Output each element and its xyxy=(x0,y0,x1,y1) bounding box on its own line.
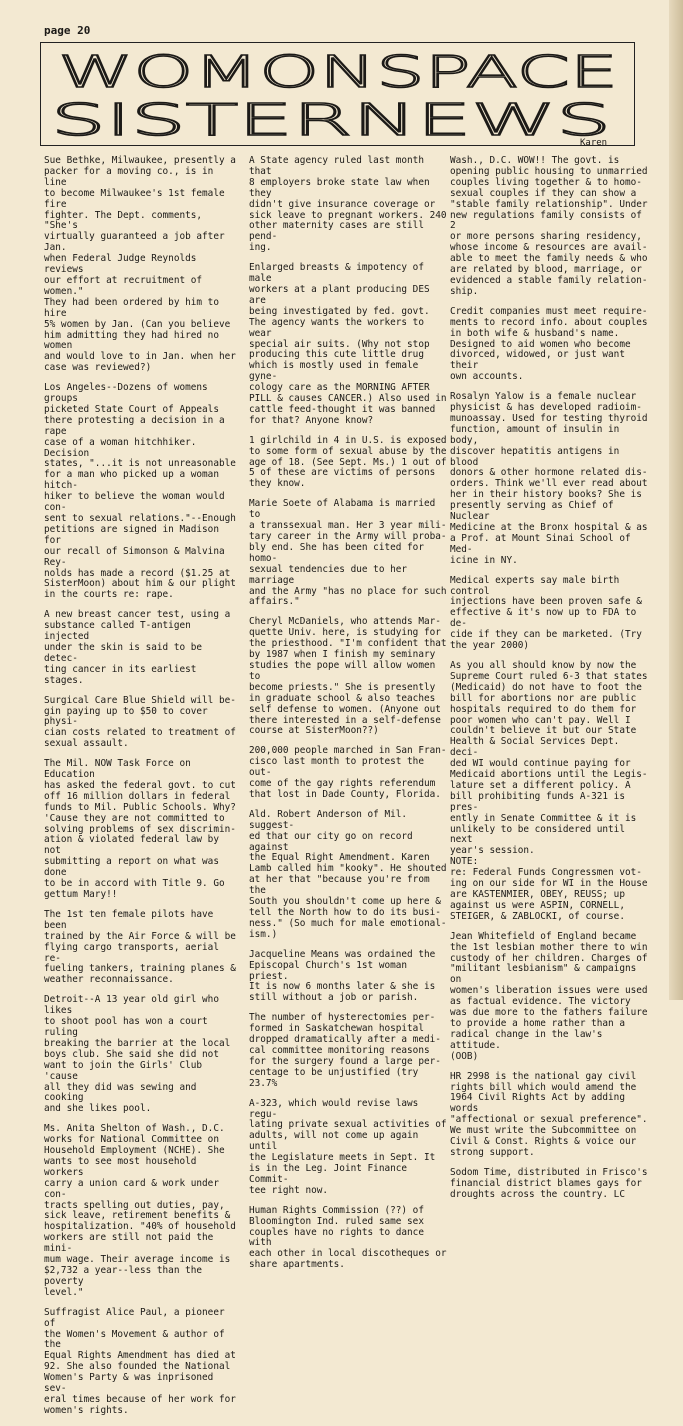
masthead xyxy=(40,42,635,146)
article-item: HR 2998 is the national gay civil rights bill which would amend the 1964 Civil Rights Act by adding words "affectional or sexual preference". We must write the Subcommittee on Civil & Const. Rights & voice our strong support. xyxy=(450,1070,648,1158)
masthead-line-2: SISTERNEWS xyxy=(51,95,611,146)
article-item: Wash., D.C. WOW!! The govt. is opening public housing to unmarried couples living together & to homo- sexual couples if they can show a "stable family relationship". Under new regulations family consists of 2 or more persons sharing residency, whose income & resources are avail- able to meet the family needs & who are related by blood, marriage, or evidenced a stable family relation- ship. xyxy=(450,155,648,297)
article-item: 200,000 people marched in San Fran- cisco last month to protest the out- come of the gay rights referendum that lost in Dade County, Florida. xyxy=(249,745,447,800)
column-3 xyxy=(450,156,650,1210)
masthead-title xyxy=(41,43,636,147)
article-item: Cheryl McDaniels, who attends Mar- quette Univ. here, is studying for the priesthood. "I'm confident that by 1987 when I finish my seminary studies the pope will allow women to become priests." She is presently in graduate school & also teaches self defense to women. (Anyone out there interested in a self-defense course at SisterMoon??) xyxy=(249,616,447,737)
article-item: Suffragist Alice Paul, a pioneer of the Women's Movement & author of the Equal Rights Amendment has died at 92. She also founded the National Women's Party & was inprisoned sev- eral times because of her work for women's rights. xyxy=(44,1306,236,1416)
article-item: Ms. Anita Shelton of Wash., D.C. works for National Committee on Household Employment (NCHE). She wants to see most household workers carry a union card & work under con- tracts spelling out duties, pay, sick leave, retirement benefits & hospitalization. "40% of household workers are still not paid the mini- mum wage. Their average income is $2,732 a year--less than the poverty level." xyxy=(44,1123,236,1298)
article-item: A State agency ruled last month that 8 employers broke state law when they didn't give insurance coverage or sick leave to pregnant workers. 240 other maternity cases are still pend- ing. xyxy=(249,155,447,254)
column-1 xyxy=(44,156,240,1426)
page-number: page 20 xyxy=(44,24,91,37)
page-edge xyxy=(669,0,683,1000)
masthead-line-1: WOMONSPACE xyxy=(58,47,618,98)
article-item: As you all should know by now the Supreme Court ruled 6-3 that states (Medicaid) do not have to foot the bill for abortions nor are public hospitals required to do them for poor women who can't pay. Well I couldn't believe it but our State Health & Social Services Dept. deci- ded WI would continue paying for Medicaid abortions until the Legis- lature set a different policy. A bill prohibiting funds A-321 is pres- ently in Senate Committee & it is unlikely to be considered until next year's session. NOTE: re: Federal Funds Congressmen vot- ing on our side for WI in the House are KASTENMIER, OBEY, REUSS; up against us were ASPIN, CORNELL, STEIGER, & ZABLOCKI, of course. xyxy=(450,659,648,922)
article-item: Enlarged breasts & impotency of male workers at a plant producing DES are being investigated by fed. govt. The agency wants the workers to wear special air suits. (Why not stop producing this cute little drug which is mostly used in female gyne- cology care as the MORNING AFTER PILL & causes CANCER.) Also used in cattle feed-thought it was banned for that? Anyone know? xyxy=(249,262,447,426)
article-item: Jean Whitefield of England became the 1st lesbian mother there to win custody of her children. Charges of "militant lesbianism" & campaigns on women's liberation issues were used as factual evidence. The victory was due more to the fathers failure to provide a home rather than a radical change in the law's attitude. (OOB) xyxy=(450,930,648,1062)
article-item: Medical experts say male birth control injections have been proven safe & effective & it's now up to FDA to de- cide if they can be marketed. (Try the year 2000) xyxy=(450,574,642,652)
column-2 xyxy=(249,156,449,1280)
article-item: Sue Bethke, Milwaukee, presently a packer for a moving co., is in line to become Milwaukee's 1st female fire fighter. The Dept. comments, "She's virtually guaranteed a job after Jan. when Federal Judge Reynolds reviews our effort at recruitment of women." They had been ordered by him to hire 5% women by Jan. (Can you believe him admitting they had hired no women and would love to in Jan. when her case was reviewed?) xyxy=(44,155,236,374)
article-item: Surgical Care Blue Shield will be- gin paying up to $50 to cover physi- cian costs related to treatment of sexual assault. xyxy=(44,694,236,750)
article-item: Marie Soete of Alabama is married to a transsexual man. Her 3 year mili- tary career in the Army will proba- bly end. She has been cited for homo- sexual tendencies due to her marriage and the Army "has no place for such affairs." xyxy=(249,498,447,608)
article-item: The 1st ten female pilots have been trained by the Air Force & will be flying cargo transports, aerial re- fueling tankers, training planes & weather reconnaissance. xyxy=(44,908,236,986)
article-item: Ald. Robert Anderson of Mil. suggest- ed that our city go on record against the Equal Right Amendment. Karen Lamb called him "kooky". He shouted at her that "because you're from the South you shouldn't come up here & tell the North how to do its busi- ness." (So much for male emotional- ism.) xyxy=(249,808,447,940)
article-item: Rosalyn Yalow is a female nuclear physicist & has developed radioim- munoassay. Used for testing thyroid function, amount of insulin in body, discover hepatitis antigens in blood donors & other hormone related dis- orders. Think we'll ever read about her in their history books? She is presently serving as Chief of Nuclear Medicine at the Bronx hospital & as a Prof. at Mount Sinai School of Med- icine in NY. xyxy=(450,391,648,566)
article-item: Sodom Time, distributed in Frisco's financial district blames gays for droughts across the country. LC xyxy=(450,1166,648,1200)
article-item: A-323, which would revise laws regu- lating private sexual activities of adults, will not come up again until the Legislature meets in Sept. It is in the Leg. Joint Finance Commit- tee right now. xyxy=(249,1097,447,1196)
article-item: 1 girlchild in 4 in U.S. is exposed to some form of sexual abuse by the age of 18. (See Sept. Ms.) 1 out of 5 of these are victims of persons they know. xyxy=(249,434,447,490)
article-item: The Mil. NOW Task Force on Education has asked the federal govt. to cut off 16 million dollars in federal funds to Mil. Public Schools. Why? 'Cause they are not committed to solving problems of sex discrimin- ation & violated federal law by not submitting a report on what was done to be in accord with Title 9. Go gettum Mary!! xyxy=(44,758,236,900)
article-item: Jacqueline Means was ordained the Episcopal Church's 1st woman priest. It is now 6 months later & she is still without a job or parish. xyxy=(249,948,436,1004)
article-item: Detroit--A 13 year old girl who likes to shoot pool has won a court ruling breaking the barrier at the local boys club. She said she did not want to join the Girls' Club 'cause all they did was sewing and cooking and she likes pool. xyxy=(44,994,231,1115)
article-item: Los Angeles--Dozens of womens groups picketed State Court of Appeals there protesting a decision in a rape case of a woman hitchhiker. Decision states, "...it is not unreasonable for a man who picked up a woman hitch- hiker to believe the woman would con- sent to sexual relations."--Enough petitions are signed in Madison for our recall of Simonson & Malvina Rey- nolds has made a record ($1.25 at SisterMoon) about him & our plight in the courts re: rape. xyxy=(44,382,236,601)
article-item: Human Rights Commission (??) of Bloomington Ind. ruled same sex couples have no rights to dance with each other in local discotheques or share apartments. xyxy=(249,1204,447,1271)
byline: Karen xyxy=(580,138,608,148)
article-item: The number of hysterectomies per- formed in Saskatchewan hospital dropped dramatically after a medi- cal committee monitoring reasons for the surgery found a large per- centage to be unjustified (try 23.7% xyxy=(249,1012,441,1089)
article-item: A new breast cancer test, using a substance called T-antigen injected under the skin is said to be detec- ting cancer in its earliest stages. xyxy=(44,609,231,686)
article-item: Credit companies must meet require- ments to record info. about couples in both wife & husband's name. Designed to aid women who become divorced, widowed, or just want their own accounts. xyxy=(450,305,648,383)
